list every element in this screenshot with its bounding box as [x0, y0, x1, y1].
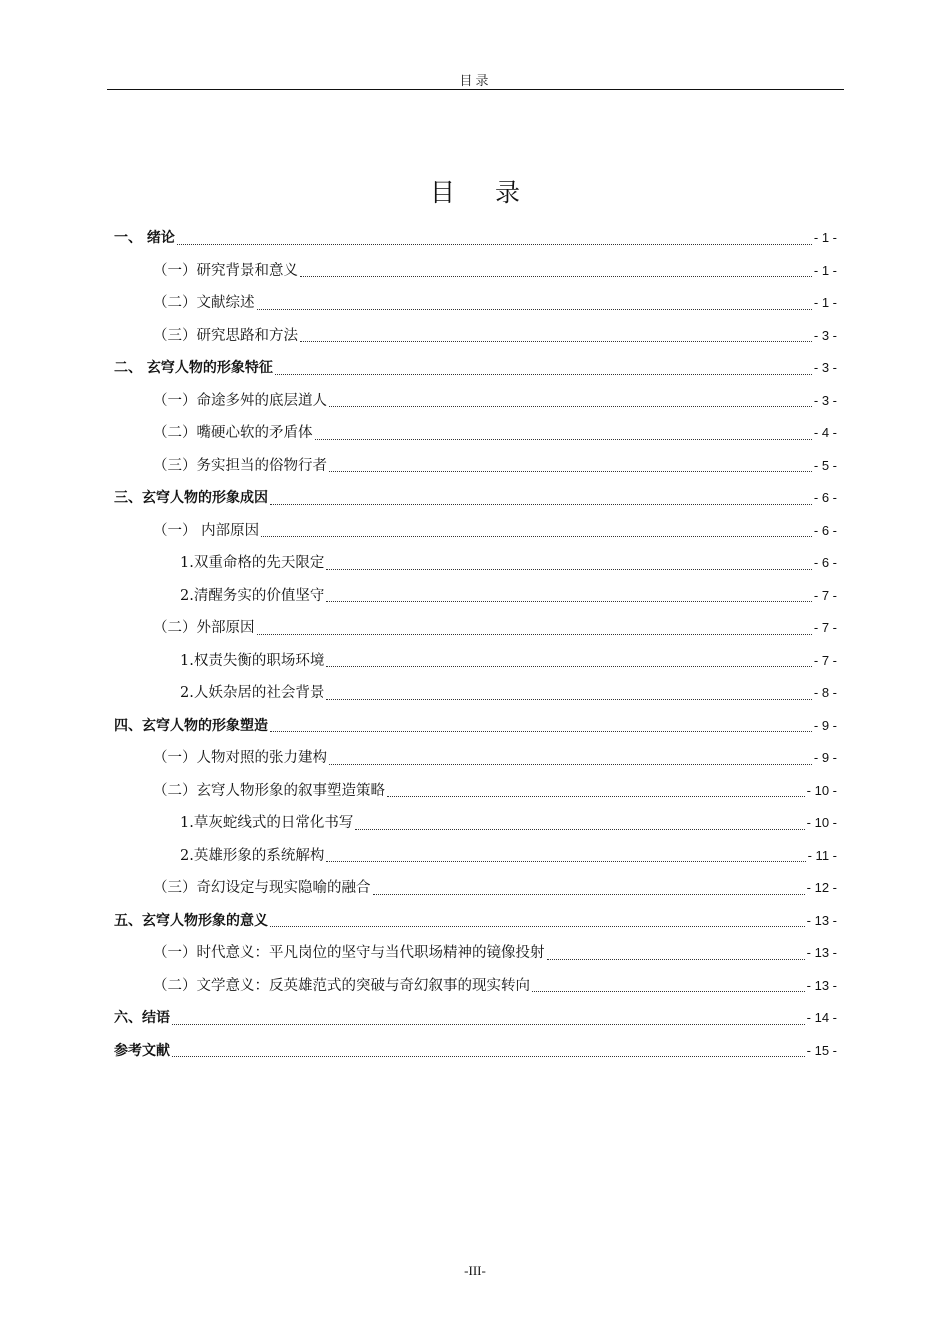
- toc-page-number: - 15 -: [806, 1042, 837, 1058]
- toc-entry-text: 五、玄穹人物形象的意义: [114, 912, 268, 929]
- toc-page-number: - 7 -: [813, 620, 837, 635]
- dot-leader: [261, 536, 812, 537]
- dot-leader: [300, 276, 812, 277]
- page-number-footer: -III-: [464, 1263, 486, 1278]
- toc-entry-text: （二）嘴硬心软的矛盾体: [153, 425, 313, 441]
- toc-entry[interactable]: [114, 320, 837, 353]
- toc-entry-text: 六、结语: [114, 1010, 170, 1026]
- dot-leader: [326, 601, 812, 602]
- toc-entry-text: （一） 内部原因: [153, 522, 260, 539]
- toc-page-number: - 6 -: [813, 490, 837, 505]
- toc-page-number: - 5 -: [813, 457, 837, 473]
- toc-entry[interactable]: [114, 612, 837, 645]
- toc-page-number: - 11 -: [807, 847, 837, 863]
- toc-entry-text: （一）研究背景和意义: [153, 262, 298, 279]
- toc-page-number: - 3 -: [813, 327, 837, 343]
- table-of-contents: [114, 222, 837, 1067]
- dot-leader: [326, 699, 812, 700]
- toc-entry[interactable]: [114, 450, 837, 483]
- toc-entry-text: 1.双重命格的先天限定: [180, 555, 325, 571]
- dot-leader: [257, 309, 812, 310]
- toc-page-number: - 6 -: [813, 555, 837, 570]
- dot-leader: [373, 894, 805, 895]
- dot-leader: [270, 504, 812, 505]
- toc-entry-text: 1.权责失衡的职场环境: [180, 652, 325, 669]
- toc-entry-text: （三）研究思路和方法: [153, 327, 298, 344]
- toc-entry[interactable]: [114, 547, 837, 580]
- dot-leader: [275, 374, 812, 375]
- toc-entry[interactable]: [114, 417, 837, 450]
- toc-page-number: - 9 -: [813, 717, 837, 733]
- toc-entry-text: （一）命途多舛的底层道人: [153, 392, 327, 409]
- toc-page-number: - 4 -: [813, 425, 837, 440]
- toc-entry[interactable]: [114, 775, 837, 808]
- header-rule: [107, 89, 844, 90]
- dot-leader: [355, 829, 804, 830]
- toc-entry[interactable]: [114, 937, 837, 970]
- toc-entry-text: （三）奇幻设定与现实隐喻的融合: [153, 880, 371, 896]
- dot-leader: [329, 471, 812, 472]
- toc-entry-text: 四、玄穹人物的形象塑造: [114, 717, 268, 734]
- dot-leader: [329, 764, 812, 765]
- toc-entry[interactable]: [114, 287, 837, 320]
- toc-entry[interactable]: [114, 255, 837, 288]
- toc-entry[interactable]: [114, 970, 837, 1003]
- dot-leader: [547, 959, 805, 960]
- toc-page-number: - 3 -: [813, 360, 837, 375]
- toc-entry[interactable]: [114, 1035, 837, 1068]
- dot-leader: [387, 796, 805, 797]
- dot-leader: [315, 439, 812, 440]
- toc-entry[interactable]: [114, 677, 837, 710]
- toc-entry[interactable]: [114, 515, 837, 548]
- toc-entry[interactable]: [114, 385, 837, 418]
- toc-entry[interactable]: [114, 742, 837, 775]
- toc-page-number: - 1 -: [813, 230, 837, 245]
- toc-entry-text: 2.英雄形象的系统解构: [180, 847, 325, 864]
- toc-page-number: - 1 -: [813, 262, 837, 278]
- toc-entry[interactable]: [114, 482, 837, 515]
- dot-leader: [257, 634, 812, 635]
- dot-leader: [329, 406, 812, 407]
- toc-page-number: - 6 -: [813, 522, 837, 538]
- toc-page-number: - 13 -: [806, 912, 837, 928]
- toc-page-number: - 13 -: [806, 977, 837, 993]
- dot-leader: [326, 666, 812, 667]
- toc-entry[interactable]: [114, 352, 837, 385]
- toc-page-number: - 10 -: [806, 815, 837, 830]
- toc-page-number: - 3 -: [813, 392, 837, 408]
- toc-entry[interactable]: [114, 807, 837, 840]
- toc-entry-text: （二）外部原因: [153, 620, 255, 636]
- dot-leader: [270, 926, 805, 927]
- toc-entry[interactable]: [114, 222, 837, 255]
- toc-entry-text: 2.清醒务实的价值坚守: [180, 587, 325, 604]
- toc-entry[interactable]: [114, 905, 837, 938]
- toc-entry-text: （二）文学意义：反英雄范式的突破与奇幻叙事的现实转向: [153, 977, 530, 994]
- toc-entry-text: （二）玄穹人物形象的叙事塑造策略: [153, 782, 385, 799]
- dot-leader: [270, 731, 812, 732]
- toc-page-number: - 10 -: [806, 782, 837, 798]
- toc-entry-text: 2.人妖杂居的社会背景: [180, 685, 325, 701]
- toc-page-number: - 12 -: [806, 880, 837, 895]
- toc-entry[interactable]: [114, 580, 837, 613]
- toc-entry[interactable]: [114, 710, 837, 743]
- dot-leader: [172, 1024, 805, 1025]
- toc-entry-text: （一）时代意义：平凡岗位的坚守与当代职场精神的镜像投射: [153, 945, 545, 961]
- toc-page-number: - 14 -: [806, 1010, 837, 1025]
- toc-page-number: - 1 -: [813, 295, 837, 310]
- toc-entry-text: 二、 玄穹人物的形象特征: [114, 360, 273, 376]
- dot-leader: [172, 1056, 805, 1057]
- toc-page-number: - 7 -: [813, 587, 837, 603]
- toc-entry[interactable]: [114, 1002, 837, 1035]
- toc-entry[interactable]: [114, 872, 837, 905]
- dot-leader: [300, 341, 812, 342]
- toc-page-number: - 13 -: [806, 945, 837, 960]
- dot-leader: [326, 569, 812, 570]
- dot-leader: [326, 861, 805, 862]
- toc-entry-text: 参考文献: [114, 1042, 170, 1059]
- toc-page-number: - 9 -: [813, 750, 837, 765]
- toc-entry-text: （一）人物对照的张力建构: [153, 750, 327, 766]
- toc-entry-text: 三、玄穹人物的形象成因: [114, 490, 268, 506]
- toc-page-number: - 8 -: [813, 685, 837, 700]
- toc-entry-text: 1.草灰蛇线式的日常化书写: [180, 815, 354, 831]
- dot-leader: [177, 244, 812, 245]
- toc-entry[interactable]: [114, 840, 837, 873]
- toc-entry-text: 一、 绪论: [114, 230, 175, 246]
- toc-entry-text: （三）务实担当的俗物行者: [153, 457, 327, 474]
- running-header: 目录: [459, 74, 492, 89]
- toc-entry[interactable]: [114, 645, 837, 678]
- toc-entry-text: （二）文献综述: [153, 295, 255, 311]
- toc-title: 目录: [429, 178, 560, 207]
- toc-page-number: - 7 -: [813, 652, 837, 668]
- dot-leader: [532, 991, 805, 992]
